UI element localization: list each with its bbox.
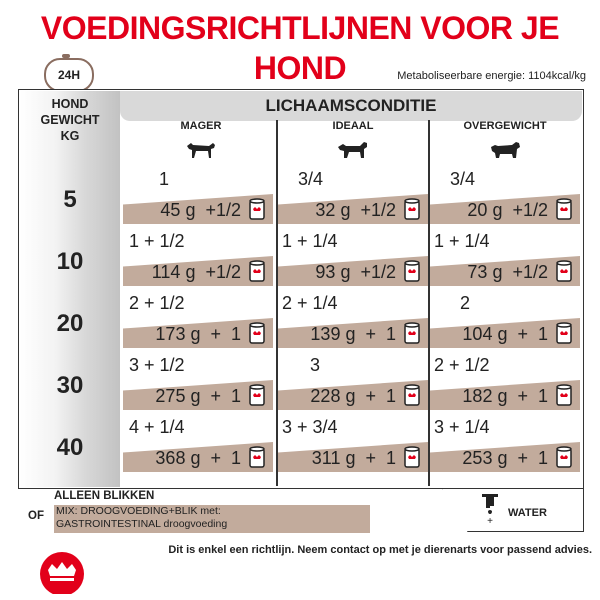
gram-amount: 253 g + 1 [462,448,548,468]
gram-amount: 139 g + 1 [310,324,396,344]
can-icon [404,198,420,220]
gram-amount: 368 g + 1 [155,448,241,468]
gram-amount: 32 g +1/2 [315,200,396,220]
cans-only-label: ALLEEN BLIKKEN [54,490,155,502]
can-icon [556,322,572,344]
water-tap-icon [478,494,502,526]
can-amount: 1 [159,169,170,189]
table-cell [123,226,273,286]
table-cell [430,288,580,348]
overweight-dog-icon [430,138,580,165]
can-icon [404,446,420,468]
page-title: VOEDINGSRICHTLIJNEN VOOR JE HOND [40,10,560,86]
can-amount: 1 + 1/4 [282,231,338,251]
can-icon [556,260,572,282]
table-cell [278,226,428,286]
table-cell [123,350,273,410]
gram-amount: 114 g +1/2 [151,262,241,282]
table-cell [123,288,273,348]
can-amount: 3/4 [298,169,324,189]
thin-dog-icon [126,138,276,165]
table-cell [278,412,428,472]
mix-box [54,505,370,533]
can-amount: 2 + 1/2 [434,355,490,375]
weight-header: HOND GEWICHT KG [40,97,100,143]
can-amount: 2 [460,293,471,313]
weight-5: 5 [63,186,77,213]
water-label: WATER [508,507,547,519]
body-condition-header: LICHAAMSCONDITIE [120,91,582,121]
table-cell [278,350,428,410]
weight-column [20,91,120,487]
svg-text:+: + [487,516,493,526]
can-icon [249,384,265,406]
energy-info: Metaboliseerbare energie: 1104kcal/kg [397,70,586,82]
gram-amount: 311 g + 1 [311,448,396,468]
mix-line-1: MIX: DROOGVOEDING+BLIK met: [56,505,221,517]
table-cell [123,164,273,224]
royal-canin-logo [22,544,102,594]
can-icon [249,446,265,468]
table-cell [278,288,428,348]
can-amount: 2 + 1/2 [129,293,185,313]
table-cell [430,412,580,472]
gram-amount: 228 g + 1 [310,386,396,406]
can-amount: 3 [310,355,321,375]
weight-40: 40 [56,434,84,461]
gram-amount: 104 g + 1 [462,324,548,344]
can-icon [556,198,572,220]
can-amount: 3 + 3/4 [282,417,338,437]
can-icon [249,198,265,220]
can-amount: 3/4 [450,169,476,189]
table-cell [430,164,580,224]
weight-20: 20 [56,310,84,337]
gram-amount: 20 g +1/2 [467,200,548,220]
gram-amount: 93 g +1/2 [315,262,396,282]
disclaimer-text: Dit is enkel een richtlijn. Neem contact op met je dierenarts voor passend advies. [168,544,592,556]
column-header-ideal: IDEAAL [332,120,374,132]
can-icon [404,322,420,344]
column-header-thin: MAGER [180,120,222,132]
table-cell [430,350,580,410]
table-cell [123,412,273,472]
gram-amount: 45 g +1/2 [160,200,241,220]
column-header-overweight: OVERGEWICHT [463,120,547,132]
can-icon [249,260,265,282]
can-icon [556,384,572,406]
can-amount: 1 + 1/4 [434,231,490,251]
can-amount: 3 + 1/4 [434,417,490,437]
can-icon [556,446,572,468]
table-cell [278,164,428,224]
can-icon [404,260,420,282]
gram-amount: 182 g + 1 [462,386,548,406]
can-icon [249,322,265,344]
gram-amount: 173 g + 1 [155,324,241,344]
weight-10: 10 [56,248,84,275]
or-label: OF [28,510,44,522]
gram-amount: 275 g + 1 [155,386,241,406]
can-amount: 1 + 1/2 [129,231,185,251]
can-icon [404,384,420,406]
mix-line-2: GASTROINTESTINAL droogvoeding [56,518,228,530]
weight-30: 30 [56,372,84,399]
can-amount: 2 + 1/4 [282,293,338,313]
ideal-dog-icon [278,138,428,165]
table-cell [430,226,580,286]
gram-amount: 73 g +1/2 [467,262,548,282]
can-amount: 4 + 1/4 [129,417,185,437]
can-amount: 3 + 1/2 [129,355,185,375]
clock-icon: 24H [44,58,94,92]
